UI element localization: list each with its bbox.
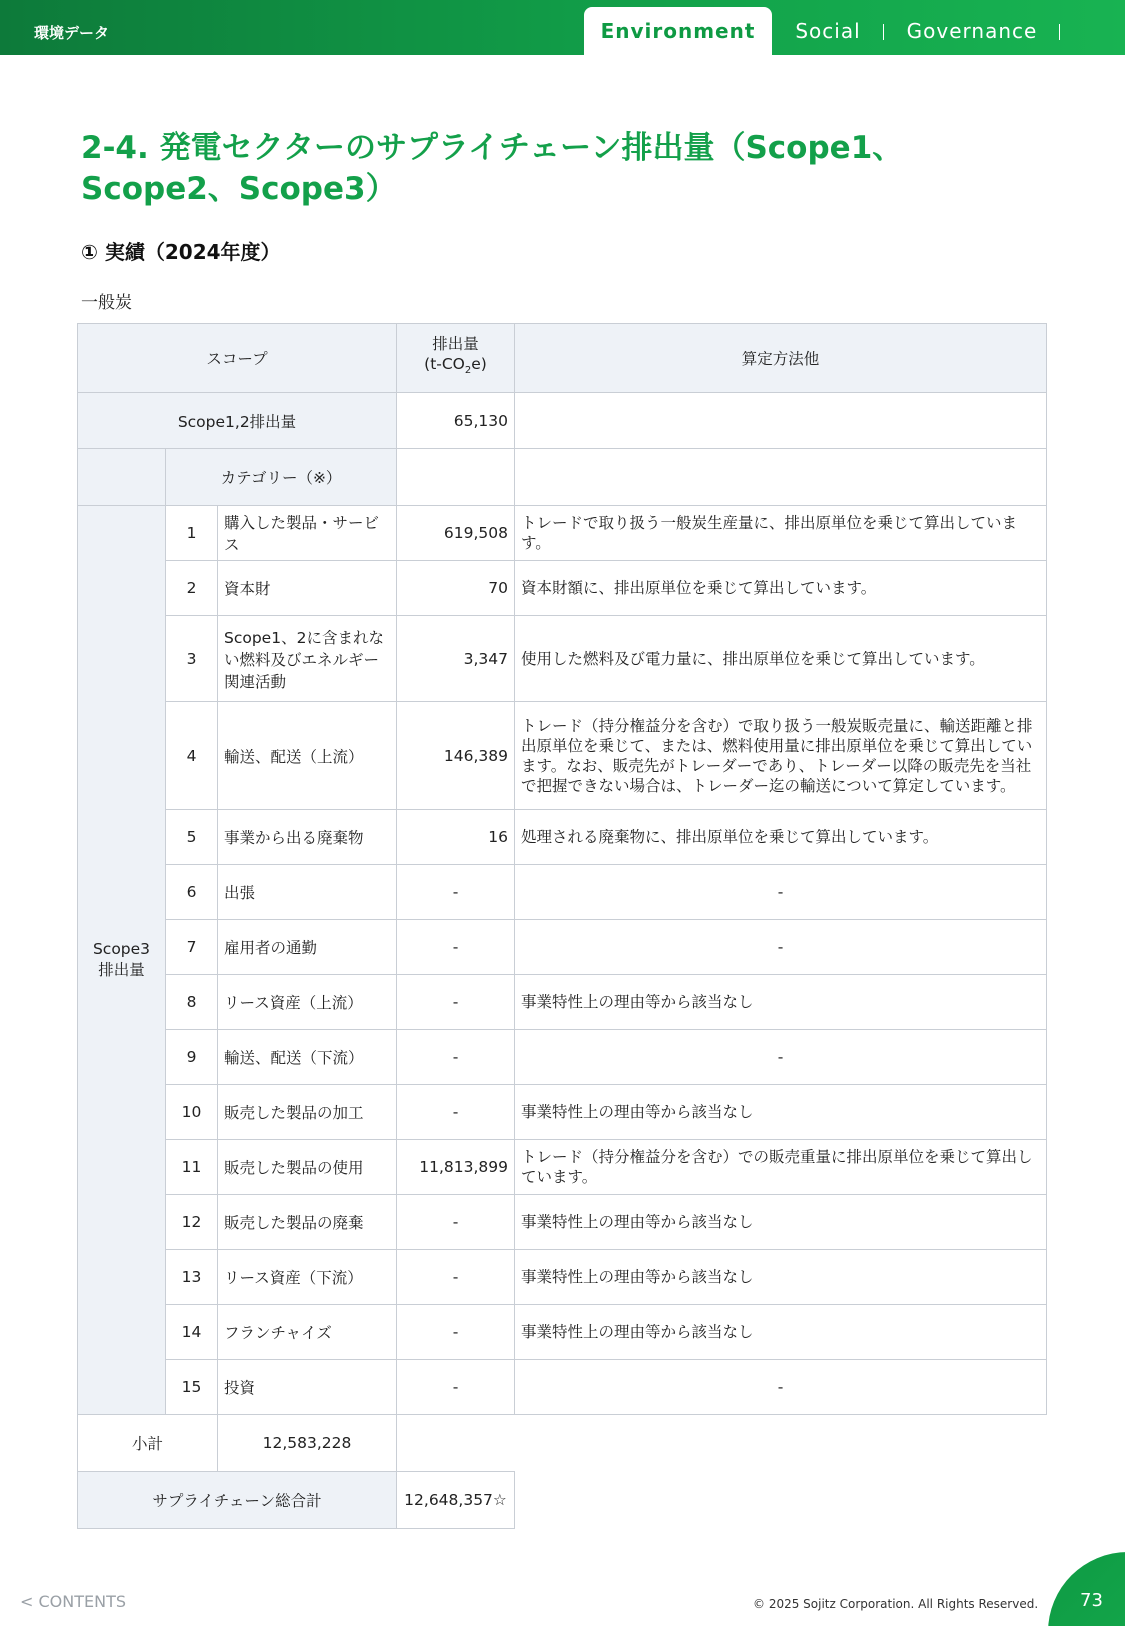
category-value: - <box>397 1360 515 1415</box>
tab-social[interactable]: Social <box>772 7 884 55</box>
header-emissions-unit-b: e) <box>471 355 487 374</box>
category-value: - <box>397 1305 515 1360</box>
section-subtitle: ① 実績（2024年度） <box>81 240 281 264</box>
table-row <box>78 1360 1047 1415</box>
table-row <box>78 1085 1047 1140</box>
table-row <box>78 810 1047 865</box>
table-row <box>78 702 1047 810</box>
subtotal-value: 12,583,228 <box>218 1415 397 1472</box>
table-row <box>78 920 1047 975</box>
fuel-label: 一般炭 <box>81 293 132 313</box>
category-method: 事業特性上の理由等から該当なし <box>515 975 1047 1030</box>
category-method: トレード（持分権益分を含む）での販売重量に排出原単位を乗じて算出しています。 <box>515 1140 1047 1195</box>
subtotal-blank <box>397 1415 515 1472</box>
scope3-label-line2: 排出量 <box>98 961 145 979</box>
category-value: 619,508 <box>397 506 515 561</box>
category-number: 8 <box>166 975 218 1030</box>
category-value: - <box>397 975 515 1030</box>
category-name: 購入した製品・サービス <box>218 506 397 561</box>
contents-link[interactable]: < CONTENTS <box>20 1592 127 1611</box>
category-method: 事業特性上の理由等から該当なし <box>515 1195 1047 1250</box>
category-number: 7 <box>166 920 218 975</box>
category-method: トレードで取り扱う一般炭生産量に、排出原単位を乗じて算出しています。 <box>515 506 1047 561</box>
category-number: 10 <box>166 1085 218 1140</box>
category-method: - <box>515 865 1047 920</box>
category-number: 15 <box>166 1360 218 1415</box>
tab-governance[interactable]: Governance <box>884 7 1060 55</box>
category-name: Scope1、2に含まれない燃料及びエネルギー関連活動 <box>218 616 397 702</box>
category-name: 輸送、配送（下流） <box>218 1030 397 1085</box>
category-header-value-empty <box>397 449 515 506</box>
total-blank <box>515 1472 1047 1529</box>
table-row <box>78 1030 1047 1085</box>
total-value: 12,648,357☆ <box>397 1472 515 1529</box>
header-scope: スコープ <box>78 324 397 393</box>
scope12-method <box>515 393 1047 449</box>
category-value: 11,813,899 <box>397 1140 515 1195</box>
category-value: - <box>397 1250 515 1305</box>
table-row <box>78 506 1047 561</box>
category-header-spacer <box>78 449 166 506</box>
section-label: 環境データ <box>34 24 110 42</box>
table-row <box>78 865 1047 920</box>
category-header: カテゴリー（※） <box>166 449 397 506</box>
emissions-table-wrapper <box>77 323 1047 1529</box>
scope3-label-line1: Scope3 <box>92 940 151 958</box>
category-value: 70 <box>397 561 515 616</box>
table-row <box>78 561 1047 616</box>
table-row <box>78 616 1047 702</box>
category-name: 販売した製品の廃棄 <box>218 1195 397 1250</box>
category-number: 6 <box>166 865 218 920</box>
category-number: 1 <box>166 506 218 561</box>
category-number: 12 <box>166 1195 218 1250</box>
category-method: - <box>515 920 1047 975</box>
category-name: 事業から出る廃棄物 <box>218 810 397 865</box>
category-name: リース資産（下流） <box>218 1250 397 1305</box>
table-row <box>78 1305 1047 1360</box>
header-emissions-unit-a: (t-CO <box>424 355 465 374</box>
category-name: フランチャイズ <box>218 1305 397 1360</box>
category-number: 2 <box>166 561 218 616</box>
category-method: 処理される廃棄物に、排出原単位を乗じて算出しています。 <box>515 810 1047 865</box>
table-row <box>78 1140 1047 1195</box>
emissions-table <box>77 323 1047 1529</box>
page-number-badge <box>1048 1552 1125 1626</box>
category-method: - <box>515 1360 1047 1415</box>
page-title: 2-4. 発電セクターのサプライチェーン排出量（Scope1、Scope2、Scope3） <box>81 130 904 207</box>
category-name: 出張 <box>218 865 397 920</box>
category-rows <box>78 506 1047 1415</box>
copyright: © 2025 Sojitz Corporation. All Rights Reserved. <box>753 1597 1039 1611</box>
category-method: 事業特性上の理由等から該当なし <box>515 1085 1047 1140</box>
header-emissions-unit-sub: 2 <box>464 365 472 377</box>
category-method: 事業特性上の理由等から該当なし <box>515 1305 1047 1360</box>
category-method: 使用した燃料及び電力量に、排出原単位を乗じて算出しています。 <box>515 616 1047 702</box>
table-row <box>78 1195 1047 1250</box>
category-name: 販売した製品の使用 <box>218 1140 397 1195</box>
total-label: サプライチェーン総合計 <box>78 1472 397 1529</box>
category-value: - <box>397 920 515 975</box>
tab-environment[interactable]: Environment <box>584 7 772 55</box>
category-value: 16 <box>397 810 515 865</box>
category-header-method-empty <box>515 449 1047 506</box>
category-number: 4 <box>166 702 218 810</box>
category-number: 14 <box>166 1305 218 1360</box>
category-name: 資本財 <box>218 561 397 616</box>
category-name: リース資産（上流） <box>218 975 397 1030</box>
category-value: - <box>397 865 515 920</box>
scope3-label <box>78 506 166 1415</box>
table-row <box>78 975 1047 1030</box>
category-method: 事業特性上の理由等から該当なし <box>515 1250 1047 1305</box>
category-value: - <box>397 1030 515 1085</box>
category-name: 販売した製品の加工 <box>218 1085 397 1140</box>
category-name: 輸送、配送（上流） <box>218 702 397 810</box>
scope12-label: Scope1,2排出量 <box>78 393 397 449</box>
category-value: - <box>397 1195 515 1250</box>
category-value: - <box>397 1085 515 1140</box>
scope12-value: 65,130 <box>397 393 515 449</box>
page-number: 73 <box>1080 1590 1103 1611</box>
category-name: 雇用者の通勤 <box>218 920 397 975</box>
header-emissions-line1: 排出量 <box>432 335 479 354</box>
category-number: 13 <box>166 1250 218 1305</box>
subtotal-label: 小計 <box>78 1415 218 1472</box>
category-number: 9 <box>166 1030 218 1085</box>
category-number: 5 <box>166 810 218 865</box>
category-method: - <box>515 1030 1047 1085</box>
category-value: 3,347 <box>397 616 515 702</box>
category-number: 11 <box>166 1140 218 1195</box>
category-method: 資本財額に、排出原単位を乗じて算出しています。 <box>515 561 1047 616</box>
category-tabs <box>584 7 1060 55</box>
header-method: 算定方法他 <box>515 324 1047 393</box>
table-row <box>78 1250 1047 1305</box>
category-value: 146,389 <box>397 702 515 810</box>
header-emissions <box>397 324 515 393</box>
category-number: 3 <box>166 616 218 702</box>
category-method: トレード（持分権益分を含む）で取り扱う一般炭販売量に、輸送距離と排出原単位を乗じて、または、燃料使用量に排出原単位を乗じて算出しています。なお、販売先がトレーダーであり、トレーダー以降の販売先を当社で把握できない場合は、トレーダー迄の輸送について算定しています。 <box>515 702 1047 810</box>
category-name: 投資 <box>218 1360 397 1415</box>
